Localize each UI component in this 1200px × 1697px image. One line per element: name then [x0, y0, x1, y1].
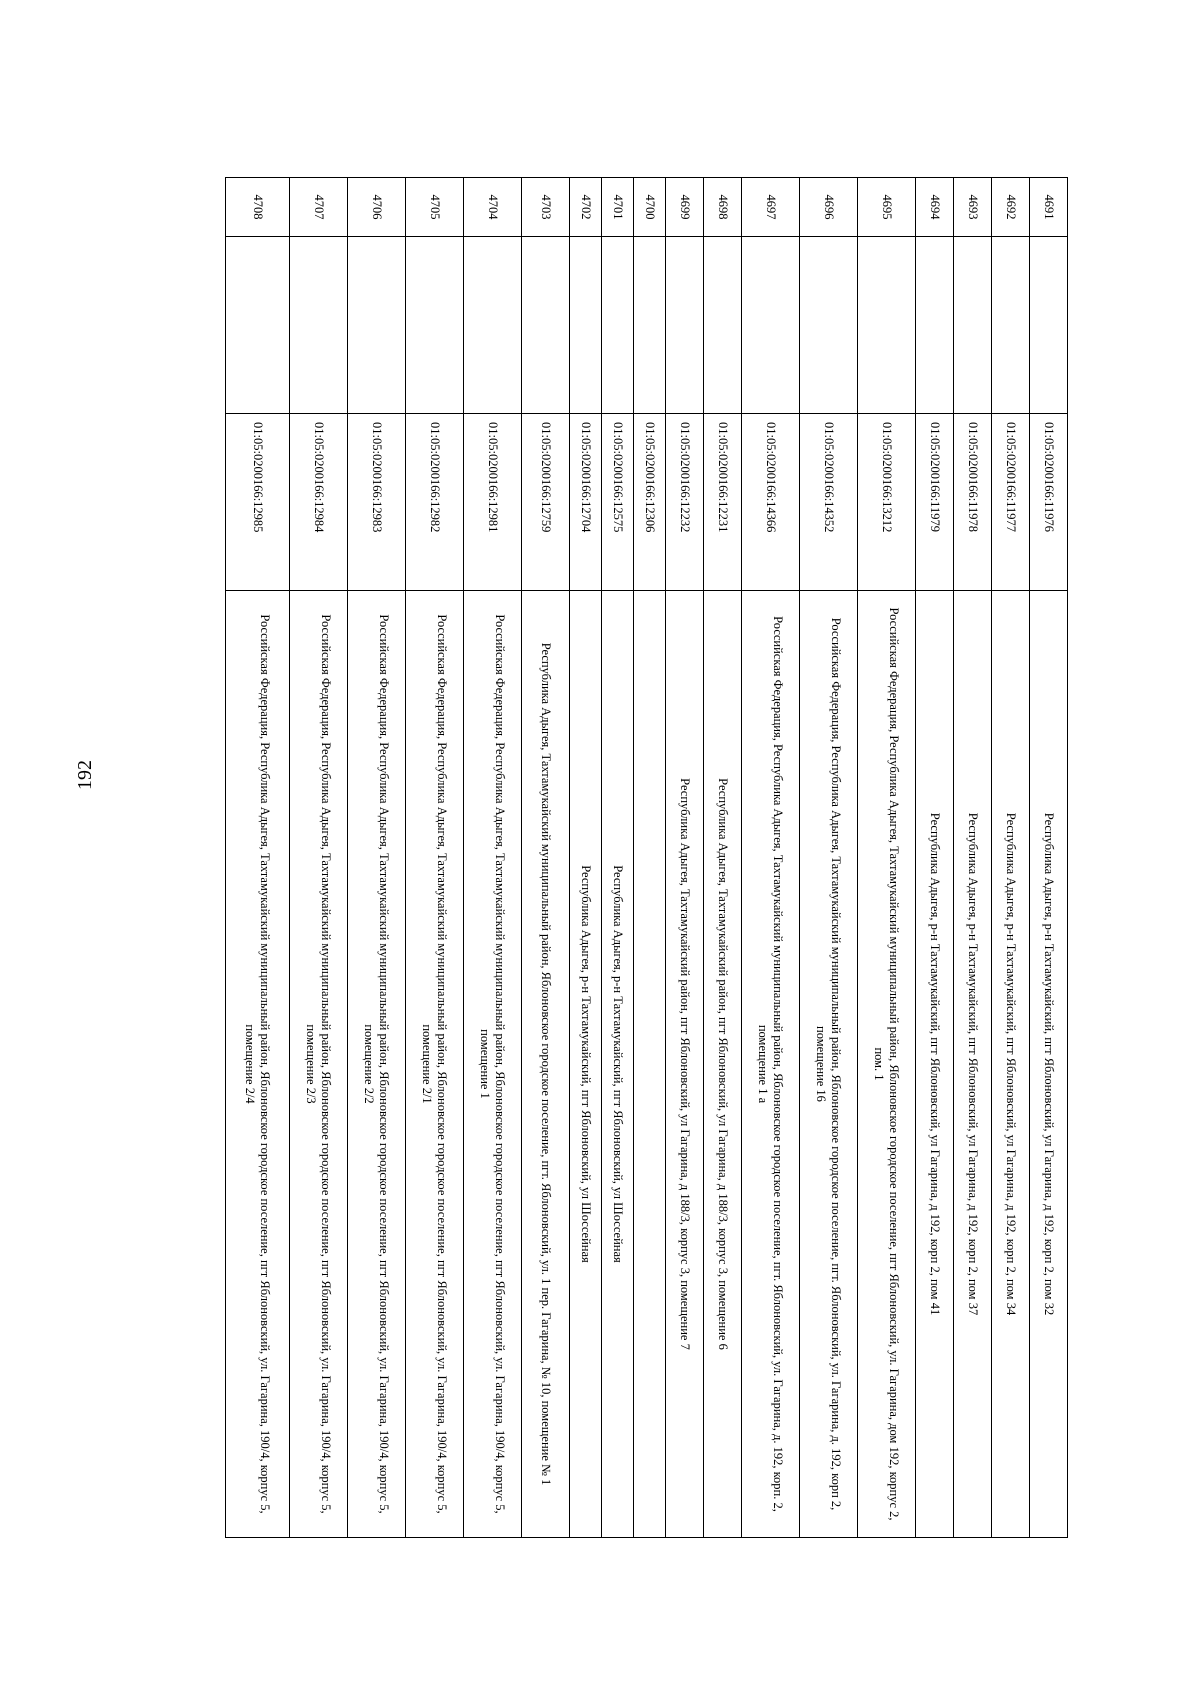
page-number: 192	[74, 760, 96, 790]
address: Республика Адыгея, р-н Тахтамукайский, пгт Яблоновский, ул Гагарина, д 192, корп 2, пом 32	[1030, 591, 1068, 1538]
cadastral-number: 01:05:0200166:12231	[704, 414, 742, 591]
row-number: 4691	[1030, 178, 1068, 237]
address: Российская Федерация, Республика Адыгея, Тахтамукайский муниципальный район, Яблоновское городское поселение, пгт Яблоновский, ул. Гагарина, дом 192, корпус 2, пом. 1	[858, 591, 916, 1538]
cadastral-number: 01:05:0200166:12984	[290, 414, 348, 591]
table-row	[954, 178, 992, 1538]
cadastral-number: 01:05:0200166:12306	[634, 414, 666, 591]
table-row	[570, 178, 602, 1538]
address: Республика Адыгея, Тахтамукайский муниципальный район, Яблоновское городское поселение, пгт. Яблоновский, ул. 1 пер. Гагарина, № 10, помещение № 1	[522, 591, 570, 1538]
address: Российская Федерация, Республика Адыгея, Тахтамукайский муниципальный район, Яблоновское городское поселение, пгт Яблоновский, ул. Гагарина, 190/4, корпус 5, помещение 2/3	[290, 591, 348, 1538]
empty-cell	[858, 237, 916, 414]
empty-cell	[916, 237, 954, 414]
address: Республика Адыгея, р-н Тахтамукайский, пгт Яблоновский, ул Шоссейная	[570, 591, 602, 1538]
empty-cell	[570, 237, 602, 414]
cadastral-number: 01:05:0200166:12575	[602, 414, 634, 591]
row-number: 4702	[570, 178, 602, 237]
cadastral-number: 01:05:0200166:11978	[954, 414, 992, 591]
address: Республика Адыгея, р-н Тахтамукайский, пгт Яблоновский, ул Гагарина, д 192, корп 2, пом 34	[992, 591, 1030, 1538]
row-number: 4697	[742, 178, 800, 237]
table-row	[602, 178, 634, 1538]
table-row	[1030, 178, 1068, 1538]
row-number: 4692	[992, 178, 1030, 237]
address: Республика Адыгея, Тахтамукайский район, пгт Яблоновский, ул Гагарина, д 188/3, корпус 3, помещение 7	[666, 591, 704, 1538]
table-row	[858, 178, 916, 1538]
row-number: 4704	[464, 178, 522, 237]
row-number: 4708	[226, 178, 290, 237]
empty-cell	[634, 237, 666, 414]
table-row	[916, 178, 954, 1538]
row-number: 4694	[916, 178, 954, 237]
empty-cell	[522, 237, 570, 414]
address: Российская Федерация, Республика Адыгея, Тахтамукайский муниципальный район, Яблоновское городское поселение, пгт Яблоновский, ул. Гагарина, 190/4, корпус 5, помещение 2/1	[406, 591, 464, 1538]
empty-cell	[226, 237, 290, 414]
empty-cell	[704, 237, 742, 414]
row-number: 4707	[290, 178, 348, 237]
empty-cell	[348, 237, 406, 414]
row-number: 4699	[666, 178, 704, 237]
address: Республика Адыгея, р-н Тахтамукайский, пгт Яблоновский, ул Шоссейная	[602, 591, 634, 1538]
table-row	[992, 178, 1030, 1538]
address: Российская Федерация, Республика Адыгея, Тахтамукайский муниципальный район, Яблоновское городское поселение, пгт Яблоновский, ул. Гагарина, 190/4, корпус 5, помещение 2/4	[226, 591, 290, 1538]
cadastral-number: 01:05:0200166:11977	[992, 414, 1030, 591]
cadastral-number: 01:05:0200166:12983	[348, 414, 406, 591]
address: Республика Адыгея, р-н Тахтамукайский, пгт Яблоновский, ул Гагарина, д 192, корп 2, пом 37	[954, 591, 992, 1538]
address: Республика Адыгея, р-н Тахтамукайский, пгт Яблоновский, ул Гагарина, д 192, корп 2, пом 41	[916, 591, 954, 1538]
table-body	[226, 178, 1068, 1538]
address: Республика Адыгея, Тахтамукайский район, пгт Яблоновский, ул Гагарина, д 188/3, корпус 3, помещение 6	[704, 591, 742, 1538]
empty-cell	[954, 237, 992, 414]
table-row	[226, 178, 290, 1538]
row-number: 4700	[634, 178, 666, 237]
cadastral-number: 01:05:0200166:12985	[226, 414, 290, 591]
row-number: 4701	[602, 178, 634, 237]
table-row	[348, 178, 406, 1538]
cadastral-number: 01:05:0200166:13212	[858, 414, 916, 591]
cadastral-number: 01:05:0200166:14352	[800, 414, 858, 591]
row-number: 4695	[858, 178, 916, 237]
address: Российская Федерация, Республика Адыгея, Тахтамукайский муниципальный район, Яблоновское городское поселение, пгт. Яблоновский, ул. Гагарина, д. 192, корп. 2, помещение 1 а	[742, 591, 800, 1538]
address	[634, 591, 666, 1538]
row-number: 4703	[522, 178, 570, 237]
row-number: 4705	[406, 178, 464, 237]
cadastral-number: 01:05:0200166:12759	[522, 414, 570, 591]
row-number: 4706	[348, 178, 406, 237]
cadastral-number: 01:05:0200166:12704	[570, 414, 602, 591]
address: Российская Федерация, Республика Адыгея, Тахтамукайский муниципальный район, Яблоновское городское поселение, пгт Яблоновский, ул. Гагарина, 190/4, корпус 5, помещение 1	[464, 591, 522, 1538]
empty-cell	[406, 237, 464, 414]
empty-cell	[992, 237, 1030, 414]
address: Российская Федерация, Республика Адыгея, Тахтамукайский муниципальный район, Яблоновское городское поселение, пгт Яблоновский, ул. Гагарина, 190/4, корпус 5, помещение 2/2	[348, 591, 406, 1538]
empty-cell	[464, 237, 522, 414]
empty-cell	[742, 237, 800, 414]
row-number: 4696	[800, 178, 858, 237]
property-register-table	[225, 177, 1068, 1538]
table-row	[464, 178, 522, 1538]
table-row	[522, 178, 570, 1538]
cadastral-number: 01:05:0200166:11976	[1030, 414, 1068, 591]
row-number: 4693	[954, 178, 992, 237]
cadastral-number: 01:05:0200166:14366	[742, 414, 800, 591]
table-row	[290, 178, 348, 1538]
address: Российская Федерация, Республика Адыгея, Тахтамукайский муниципальный район, Яблоновское городское поселение, пгт. Яблоновский, ул. Гагарина, д. 192, корп 2, помещение 16	[800, 591, 858, 1538]
empty-cell	[290, 237, 348, 414]
table-row	[634, 178, 666, 1538]
table-row	[704, 178, 742, 1538]
cadastral-number: 01:05:0200166:12232	[666, 414, 704, 591]
empty-cell	[666, 237, 704, 414]
table-row	[406, 178, 464, 1538]
empty-cell	[602, 237, 634, 414]
cadastral-number: 01:05:0200166:12982	[406, 414, 464, 591]
cadastral-number: 01:05:0200166:11979	[916, 414, 954, 591]
table-row	[800, 178, 858, 1538]
cadastral-number: 01:05:0200166:12981	[464, 414, 522, 591]
table-row	[666, 178, 704, 1538]
empty-cell	[1030, 237, 1068, 414]
empty-cell	[800, 237, 858, 414]
row-number: 4698	[704, 178, 742, 237]
table-row	[742, 178, 800, 1538]
